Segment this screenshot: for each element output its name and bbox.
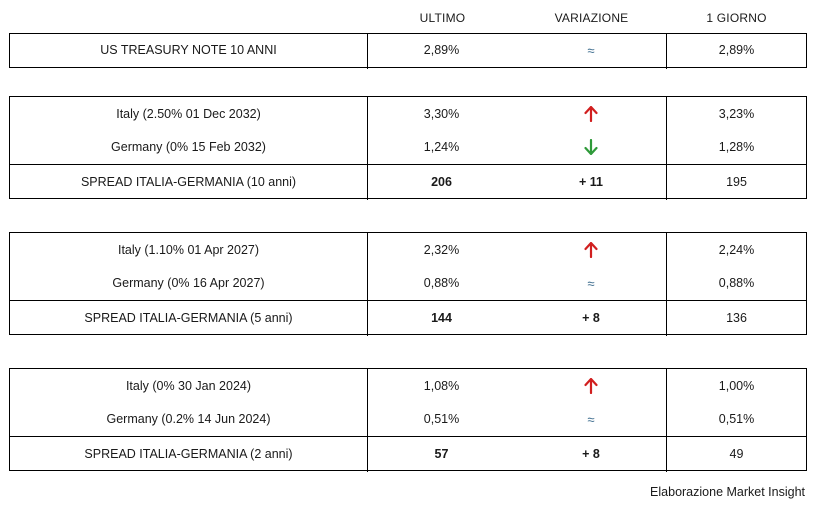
spread-row	[10, 436, 806, 471]
spread-change: + 8	[582, 311, 600, 325]
table-row	[10, 233, 806, 267]
spread-table-10y	[9, 96, 807, 199]
spread-last: 206	[431, 175, 452, 189]
arrow-up-icon	[516, 369, 666, 403]
table-row	[10, 131, 806, 165]
header-day: 1 GIORNO	[706, 11, 767, 25]
table-row	[10, 97, 806, 131]
spread-last: 144	[431, 311, 452, 325]
spread-day: 49	[729, 447, 744, 461]
last-value: 3,30%	[423, 106, 460, 121]
bond-name: Italy (2.50% 01 Dec 2032)	[116, 106, 261, 121]
spread-row	[10, 300, 806, 335]
spread-table-2y	[9, 368, 807, 471]
day-value: 1,00%	[718, 378, 755, 393]
spread-last: 57	[434, 447, 449, 461]
day-value: 2,24%	[718, 242, 755, 257]
bond-name: US TREASURY NOTE 10 ANNI	[100, 43, 277, 57]
arrow-up-icon	[516, 97, 666, 131]
approx-icon: ≈	[587, 42, 595, 58]
spread-day: 195	[726, 175, 747, 189]
spread-day: 136	[726, 311, 747, 325]
day-value: 2,89%	[718, 43, 755, 57]
table-row	[10, 34, 806, 66]
arrow-down-icon	[516, 131, 666, 165]
bond-name: Germany (0.2% 14 Jun 2024)	[106, 412, 271, 427]
last-value: 2,89%	[423, 43, 460, 57]
day-value: 0,88%	[718, 276, 755, 291]
table-row	[10, 369, 806, 403]
spread-row	[10, 164, 806, 199]
spread-change: + 8	[582, 447, 600, 461]
bond-name: Italy (1.10% 01 Apr 2027)	[117, 242, 260, 257]
approx-icon: ≈	[587, 275, 595, 291]
header-change: VARIAZIONE	[554, 11, 629, 25]
bond-name: Germany (0% 16 Apr 2027)	[112, 276, 265, 291]
last-value: 1,24%	[423, 140, 460, 155]
day-value: 3,23%	[718, 106, 755, 121]
day-value: 1,28%	[718, 140, 755, 155]
bond-name: Italy (0% 30 Jan 2024)	[125, 378, 252, 393]
header-last: ULTIMO	[419, 11, 466, 25]
table-row	[10, 267, 806, 301]
spread-table-5y	[9, 232, 807, 335]
last-value: 0,88%	[423, 276, 460, 291]
last-value: 2,32%	[423, 242, 460, 257]
arrow-up-icon	[516, 233, 666, 267]
spread-name: SPREAD ITALIA-GERMANIA (2 anni)	[84, 447, 293, 461]
spread-name: SPREAD ITALIA-GERMANIA (5 anni)	[84, 311, 293, 325]
column-headers	[0, 9, 819, 27]
day-value: 0,51%	[718, 412, 755, 427]
bond-name: Germany (0% 15 Feb 2032)	[111, 140, 266, 155]
spread-change: + 11	[579, 175, 603, 189]
spread-name: SPREAD ITALIA-GERMANIA (10 anni)	[80, 175, 297, 189]
treasury-table	[9, 33, 807, 68]
source-credit: Elaborazione Market Insight	[650, 485, 805, 499]
approx-icon: ≈	[587, 411, 595, 427]
last-value: 1,08%	[423, 378, 460, 393]
table-row	[10, 403, 806, 437]
last-value: 0,51%	[423, 412, 460, 427]
header-group	[368, 9, 666, 27]
